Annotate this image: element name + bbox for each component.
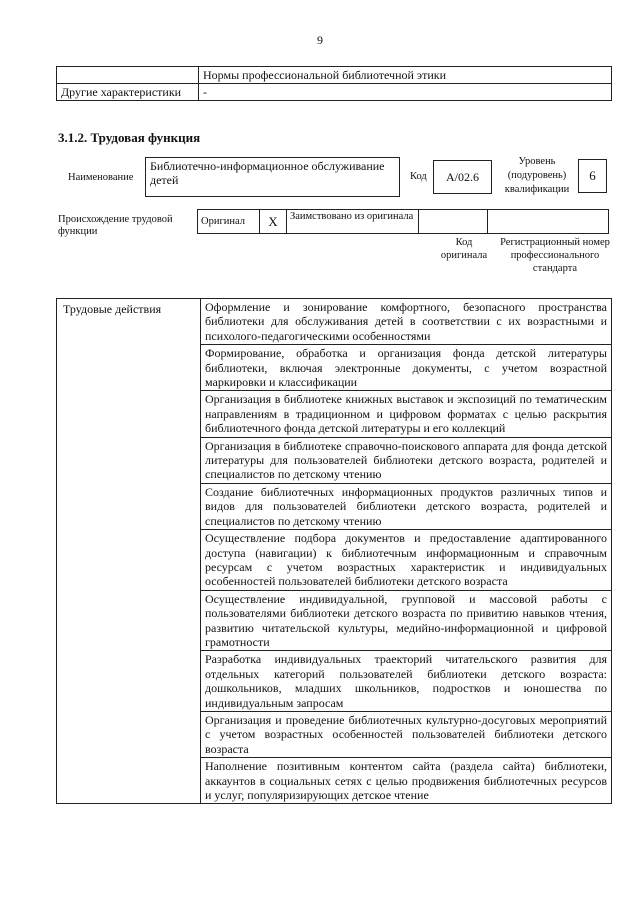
labor-action-item: Разработка индивидуальных траекторий читательского развития для отдельных категорий пользователей библиотеки детского возраста: дошкольников, младших школьников, подростков и юношества по индивидуальным запросам (201, 651, 612, 712)
labor-action-item: Осуществление индивидуальной, групповой и массовой работы с пользователями библиотеки детского возраста по привитию навыков чтения, развитию читательской культуры, медийно-информационной и цифровой грамотности (201, 590, 612, 651)
table-row (57, 84, 612, 101)
code-original-label: Код оригинала (440, 237, 488, 261)
name-label: Наименование (68, 172, 134, 183)
function-name-box: Библиотечно-информационное обслуживание детей (145, 157, 400, 197)
code-original-cell (419, 210, 488, 234)
function-code-box: А/02.6 (433, 160, 492, 194)
labor-action-item: Оформление и зонирование комфортного, безопасного пространства библиотеки для обслуживания детей в соответствии с их возрастными и психолого-педагогическими особенностями (201, 299, 612, 345)
origin-table (197, 209, 609, 234)
labor-action-item: Осуществление подбора документов и предоставление адаптированного доступа (навигации) к библиотечным информационным и справочным ресурсам с учетом возрастных характеристик и индивидуальных особенностей пользователей библиотеки детского возраста (201, 530, 612, 591)
original-label: Оригинал (198, 210, 260, 234)
original-mark: X (260, 210, 287, 234)
table-cell: Нормы профессиональной библиотечной этики (199, 67, 612, 84)
page-number: 9 (317, 33, 323, 47)
labor-action-item: Формирование, обработка и организация фонда детской литературы библиотеки, включая электронные документы, с учетом возрастной маркировки и классификации (201, 345, 612, 391)
section-title: 3.1.2. Трудовая функция (58, 130, 201, 145)
origin-label: Происхождение трудовой функции (58, 214, 173, 237)
labor-action-item: Создание библиотечных информационных продуктов различных типов и видов для пользователей библиотеки детского возраста, родителей и специалистов по детскому чтению (201, 483, 612, 529)
labor-action-item: Организация и проведение библиотечных культурно-досуговых мероприятий с учетом возрастных особенностей пользователей библиотеки детского возраста (201, 711, 612, 757)
qualification-level-label: Уровень (подуровень) квалификации (504, 156, 570, 195)
labor-action-item: Наполнение позитивным контентом сайта (раздела сайта) библиотеки, аккаунтов в социальных сетях с целью продвижения библиотечных ресурсов и услуг, популяризирующих детское чтение (201, 758, 612, 804)
top-table (56, 66, 612, 101)
registration-number-label: Регистрационный номер профессионального стандарта (500, 237, 610, 274)
table-row (198, 210, 609, 234)
qualification-level-box: 6 (578, 159, 607, 193)
table-row (57, 299, 612, 345)
reg-number-cell (488, 210, 609, 234)
table-cell (57, 67, 199, 84)
labor-actions-label: Трудовые действия (57, 299, 201, 804)
table-row (57, 67, 612, 84)
borrowed-label: Заимствовано из оригинала (287, 210, 419, 234)
other-characteristics-value: - (199, 84, 612, 101)
labor-actions-table (56, 298, 612, 804)
other-characteristics-label: Другие характеристики (57, 84, 199, 101)
labor-action-item: Организация в библиотеке справочно-поискового аппарата для фонда детской литературы для пользователей библиотеки детского возраста, родителей и специалистов по детскому чтению (201, 437, 612, 483)
labor-action-item: Организация в библиотеке книжных выставок и экспозиций по тематическим направлениям в традиционном и цифровом форматах с целью раскрытия библиотечного фонда детской литературы и его коллекций (201, 391, 612, 437)
code-label: Код (410, 171, 427, 182)
